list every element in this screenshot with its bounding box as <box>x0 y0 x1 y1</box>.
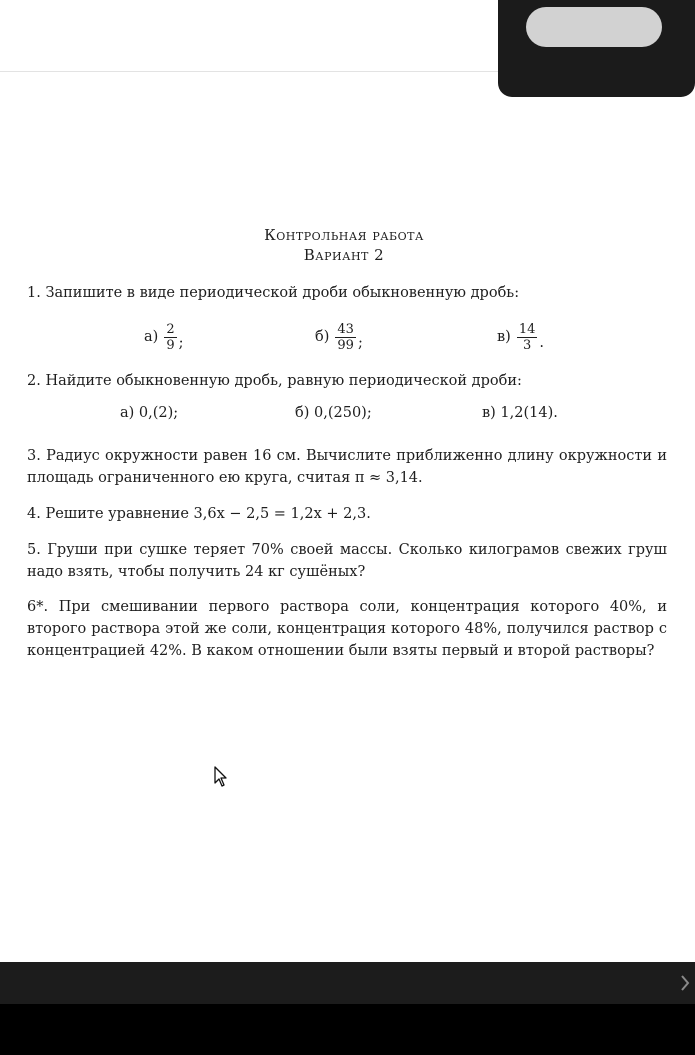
chevron-right-icon[interactable] <box>677 972 693 994</box>
task-2-item-c: в) 1,2(14). <box>482 405 558 421</box>
document-variant: Вариант 2 <box>303 246 385 264</box>
document-title: Контрольная работа <box>264 226 424 244</box>
task-1-item-a <box>144 315 183 359</box>
overlay-pill[interactable] <box>526 7 662 47</box>
task-2-item-a: а) 0,(2); <box>120 405 179 421</box>
item-label: б) <box>315 329 330 345</box>
item-punctuation: . <box>539 335 544 351</box>
fraction <box>335 322 356 353</box>
task-6-text: 6*. При смешивании первого раствора соли, концентрация которого 40%, и второго раствора этой же соли, концентрация которого 48%, получился раствор с концентрацией 42%. В каком отношении были взяты первый и второй растворы? <box>27 599 667 659</box>
fraction-denominator: 9 <box>166 337 175 353</box>
task-3-text: 3. Радиус окружности равен 16 см. Вычислите приближенно длину окружности и площадь ограниченного ею круга, считая π ≈ 3,14. <box>27 448 667 486</box>
task-4-text: 4. Решите уравнение 3,6x − 2,5 = 1,2x + 2,3. <box>27 506 371 522</box>
fraction-denominator: 99 <box>337 337 354 353</box>
top-overlay-panel <box>498 0 695 97</box>
mouse-pointer-icon <box>213 766 229 788</box>
task-1-item-b <box>315 315 363 359</box>
fraction-numerator: 2 <box>166 321 175 337</box>
fraction-denominator: 3 <box>522 337 532 353</box>
task-1-text: 1. Запишите в виде периодической дроби обыкновенную дробь: <box>27 285 520 301</box>
bottom-toolbar <box>0 962 695 1004</box>
fraction-numerator: 43 <box>337 321 354 337</box>
task-5-text: 5. Груши при сушке теряет 70% своей массы. Сколько килограмов свежих груш надо взять, чтобы получить 24 кг сушёных? <box>27 542 667 580</box>
task-2-item-b: б) 0,(250); <box>295 405 372 421</box>
item-label: а) <box>144 329 159 345</box>
task-2-text: 2. Найдите обыкновенную дробь, равную периодической дроби: <box>27 373 522 389</box>
fraction-numerator: 14 <box>518 321 536 337</box>
task-1-fractions <box>0 315 695 359</box>
fraction <box>164 322 176 353</box>
item-punctuation: ; <box>357 335 363 351</box>
item-punctuation: ; <box>178 335 184 351</box>
task-1-item-c <box>497 315 544 359</box>
system-navigation-bar <box>0 1004 695 1055</box>
fraction <box>517 322 538 353</box>
item-label: в) <box>497 329 511 345</box>
